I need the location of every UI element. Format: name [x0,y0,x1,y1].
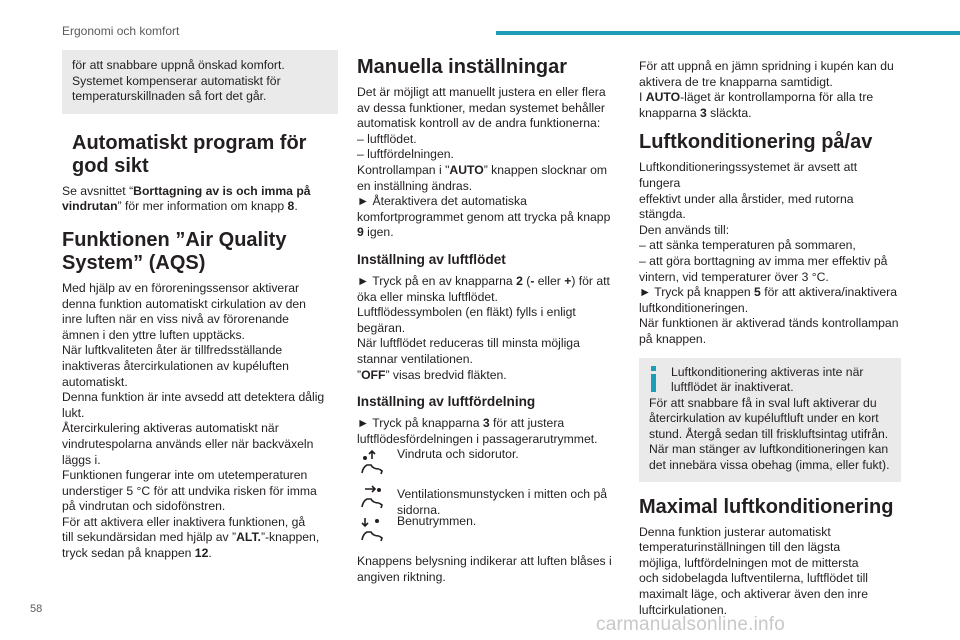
aqs-body [62,281,338,562]
page-number: 58 [30,603,43,615]
distribution-mode-windscreen [357,447,621,479]
body-line: Funktionen fungerar inte om utetemperaturen [62,468,308,483]
body-line: angiven riktning. [357,570,446,585]
info-line: luftflödet är inaktiverat. [671,380,794,395]
page-header [0,0,960,40]
info-line: stund. Återgå sedan till friskluftsintag utifrån. [649,426,889,441]
note-line: temperaturskillnaden så fort det går. [72,89,267,104]
body-line: en inställning ändras. [357,178,473,193]
mode-label: sidorna. [397,502,441,517]
body-line: automatisk kontroll av de andra funktionerna: [357,116,601,131]
body-line: läggs i. [62,452,101,467]
body-line: på vindrutan och sidofönstren. [62,499,226,514]
distribution-mode-face [357,481,621,518]
body-line: Knappens belysning indikerar att luften blåses i [357,554,612,569]
heading-air-distribution: Inställning av luftfördelning [357,394,536,410]
body-line: luftkonditioneringen. [639,300,749,315]
body-line: Denna funktion är inte avsedd att detektera dålig [62,390,325,405]
body-line: inaktiveras återcirkulationen av kupéluften [62,358,289,373]
heading-manual-settings: Manuella inställningar [357,56,568,78]
body-line: – att sänka temperaturen på sommaren, [639,238,856,253]
heading-air-conditioning: Luftkonditionering på/av [639,131,873,154]
body-line: Den används till: [639,222,730,237]
body-line: begäran. [357,320,406,335]
body-line: knapparna 3 släckta. [639,105,752,120]
body-line: Luftflödessymbolen (en fläkt) fylls i enligt [357,305,576,320]
body-line: understiger 5 °C för att undvika risken för imma [62,483,317,498]
body-line: temperaturinställningen till den lägsta [639,540,841,555]
body-line: på knappen. [639,331,707,346]
body-line: Med hjälp av en föroreningssensor aktiverar [62,280,300,295]
body-line: till sekundärsidan med hjälp av ”ALT.”-knappen, [62,530,320,545]
body-line: inre luften när en viss nivå av förorenande [62,312,289,327]
body-line: och sidobelagda luftventilerna, luftflödet till [639,571,868,586]
column-right [639,59,901,618]
body-line: – luftflödet. [357,131,417,146]
body-line: Det är möjligt att manuellt justera en eller flera [357,85,606,99]
heading-auto-program: Automatiskt program för god sikt [72,131,307,177]
body-line: vintern, vid temperaturer över 3 °C. [639,269,829,284]
body-line: aktivera de tre knapparna samtidigt. [639,74,833,89]
body-line: luftflödesfördelningen i passagerarutrymmet. [357,431,598,446]
info-box [639,358,901,482]
info-line: Luftkonditionering aktiveras inte när [671,364,864,379]
body-line: lukt. [62,405,85,420]
windscreen-airflow-icon [357,447,387,477]
body-line: automatiskt. [62,374,128,389]
column-left [62,50,338,562]
face-vent-airflow-icon [357,481,387,511]
body-line: När luftflödet reduceras till minsta möjliga [357,336,580,351]
body-line: I AUTO-läget är kontrollamporna för alla tre [639,90,874,105]
mode-label: Benutrymmen. [397,514,477,529]
body-line: Luftkonditioneringssystemet är avsett att fungera [639,160,858,190]
column-middle [357,56,621,586]
body-line: Återcirkulering aktiveras automatiskt när [62,421,279,436]
body-line: öka eller minska luftflödet. [357,289,498,304]
body-line: vindrutespolarna används eller när backväxeln [62,436,314,451]
comfort-note-box [62,50,338,114]
watermark: carmanualsonline.info [596,614,786,635]
heading-max-ac: Maximal luftkonditionering [639,495,894,518]
note-line: för att snabbare uppnå önskad komfort. [72,58,285,72]
footwell-airflow-icon [357,514,387,544]
body-line: komfortprogrammet genom att trycka på knapp [357,209,611,224]
body-line: – att göra borttagning av imma mer effektiv på [639,253,888,268]
body-line: 9 igen. [357,225,394,240]
heading-airflow: Inställning av luftflödet [357,251,506,267]
mode-label: Ventilationsmunstycken i mitten och på [397,487,608,502]
info-icon [649,366,659,392]
body-line: ► Återaktivera det automatiska [357,194,527,209]
body-line: ► Tryck på knappen 5 för att aktivera/inaktivera [639,285,897,300]
info-line: För att snabbare få in sval luft aktiverar du [649,395,877,410]
body-line: För att uppnå en jämn spridning i kupén kan du [639,59,894,73]
section-title: Ergonomi och komfort [62,24,180,38]
body-line: För att aktivera eller inaktivera funktionen, gå [62,514,306,529]
body-line: Kontrollampan i "AUTO” knappen slocknar om [357,162,608,177]
body-line: stannar ventilationen. [357,351,473,366]
distribution-mode-footwell [357,514,621,546]
body-line: Denna funktion justerar automatiskt [639,524,831,539]
body-line: ämnen i den yttre luften upptäcks. [62,327,245,342]
body-line: av dessa funktioner, medan systemet behåller [357,100,605,115]
body-line: ► Tryck på knapparna 3 för att justera [357,416,565,431]
body-line: – luftfördelningen. [357,147,454,162]
body-line: möjliga, luftfördelningen mot de mittersta [639,555,859,570]
body-line: När luftkvaliteten åter är tillfredsställande [62,343,283,358]
mode-label: Vindruta och sidorutor. [397,447,519,462]
info-line: När man stänger av luftkonditioneringen kan [649,442,889,457]
body-line: denna funktion automatiskt cirkulation av den [62,296,306,311]
note-line: Systemet kompenserar automatiskt för [72,73,281,88]
info-line: det innebära vissa obehag (imma, eller fukt). [649,458,890,473]
info-line: återcirkulation av kupéluftluft under en kort [649,411,879,426]
heading-aqs: Funktionen ”Air Quality System” (AQS) [62,228,287,274]
body-line: tryck sedan på knappen 12. [62,546,212,561]
body-line: När funktionen är aktiverad tänds kontrollampan [639,316,899,331]
header-accent-bar [496,31,960,35]
auto-program-text: vindrutan” för mer information om knapp 8. [62,199,298,214]
body-line: ► Tryck på en av knapparna 2 (- eller +) för att [357,273,610,288]
body-line: maximalt läge, och aktiverar även den inre [639,587,868,602]
body-line: luftcirkulationen. [639,602,728,617]
body-line: ”OFF” visas bredvid fläkten. [357,367,507,382]
auto-program-text: Se avsnittet “Borttagning av is och imma på [62,183,311,198]
body-line: effektivt under alla årstider, med rutorna stängda. [639,191,854,222]
